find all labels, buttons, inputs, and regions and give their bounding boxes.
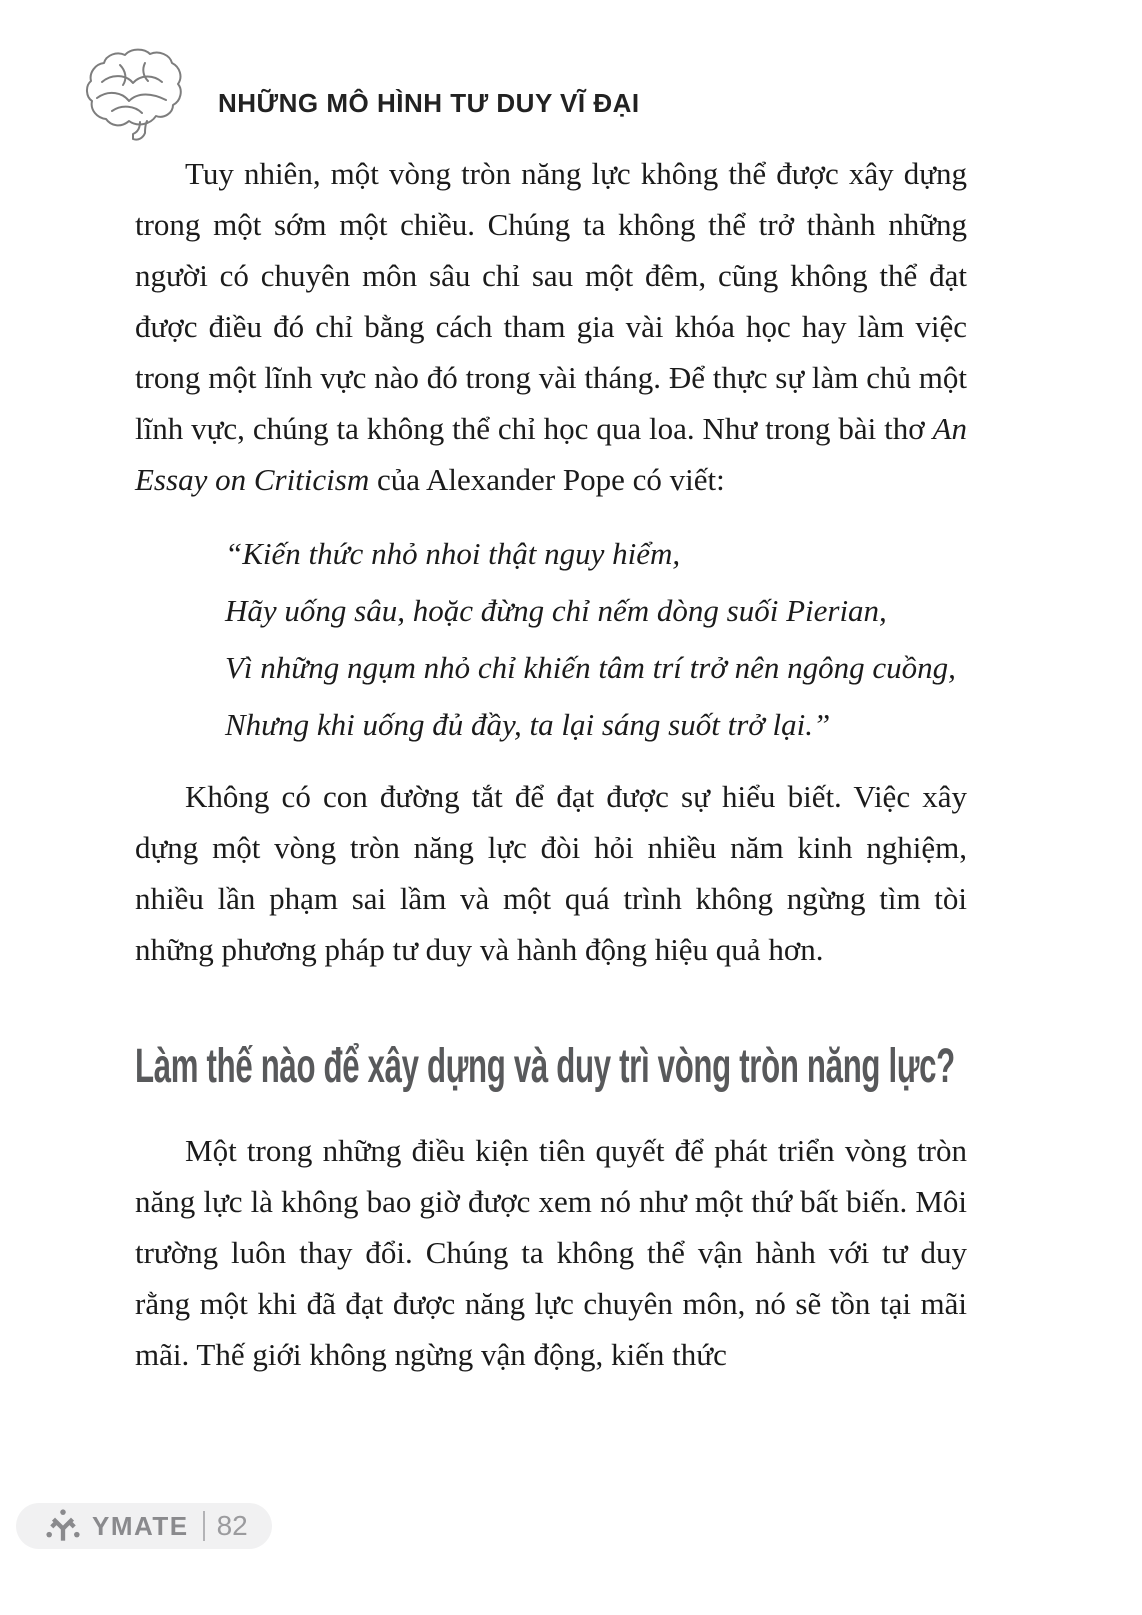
poem-quote (225, 525, 967, 753)
poem-line: Hãy uống sâu, hoặc đừng chỉ nếm dòng suối Pierian, (225, 593, 887, 628)
page-body (135, 148, 967, 1380)
footer-brand-label: YMATE (92, 1510, 189, 1541)
page-number: 82 (216, 1510, 248, 1541)
brain-icon (82, 42, 186, 150)
section-heading: Làm thế nào để xây dựng và duy trì vòng tròn năng lực? (135, 1040, 955, 1093)
paragraph-intro-text: Tuy nhiên, một vòng tròn năng lực không thể được xây dựng trong một sớm một chiều. Chúng ta không thể trở thành những người có chuyên môn sâu chỉ sau một đêm, cũng không thể đạt được điều đó chỉ bằng cách tham gia vài khóa học hay làm việc trong một lĩnh vực nào đó trong vài tháng. Để thực sự làm chủ một lĩnh vực, chúng ta không thể chỉ học qua loa. Như trong bài thơ (135, 156, 967, 446)
footer-divider (203, 1511, 205, 1541)
ymate-logo-icon (44, 1507, 82, 1545)
running-head-title: NHỮNG MÔ HÌNH TƯ DUY VĨ ĐẠI (218, 87, 640, 118)
poem-line: Vì những ngụm nhỏ chỉ khiến tâm trí trở nên ngông cuồng, (225, 650, 956, 685)
page-header (82, 42, 640, 150)
paragraph-maintain: Một trong những điều kiện tiên quyết để phát triển vòng tròn năng lực là không bao giờ được xem nó như một thứ bất biến. Môi trường luôn thay đổi. Chúng ta không thể vận hành với tư duy rằng một khi đã đạt được năng lực chuyên môn, nó sẽ tồn tại mãi mãi. Thế giới không ngừng vận động, kiến thức (135, 1133, 967, 1372)
paragraph-no-shortcut: Không có con đường tắt để đạt được sự hiểu biết. Việc xây dựng một vòng tròn năng lực đòi hỏi nhiều năm kinh nghiệm, nhiều lần phạm sai lầm và một quá trình không ngừng tìm tòi những phương pháp tư duy và hành động hiệu quả hơn. (135, 779, 967, 967)
paragraph-intro (135, 148, 967, 505)
footer-pill (16, 1503, 272, 1549)
book-title-italic: An Essay on Criticism (135, 411, 967, 497)
poem-line: Nhưng khi uống đủ đầy, ta lại sáng suốt trở lại.” (225, 707, 831, 742)
paragraph-intro-end: của Alexander Pope có viết: (369, 462, 725, 497)
poem-line: “Kiến thức nhỏ nhoi thật nguy hiểm, (225, 536, 681, 571)
